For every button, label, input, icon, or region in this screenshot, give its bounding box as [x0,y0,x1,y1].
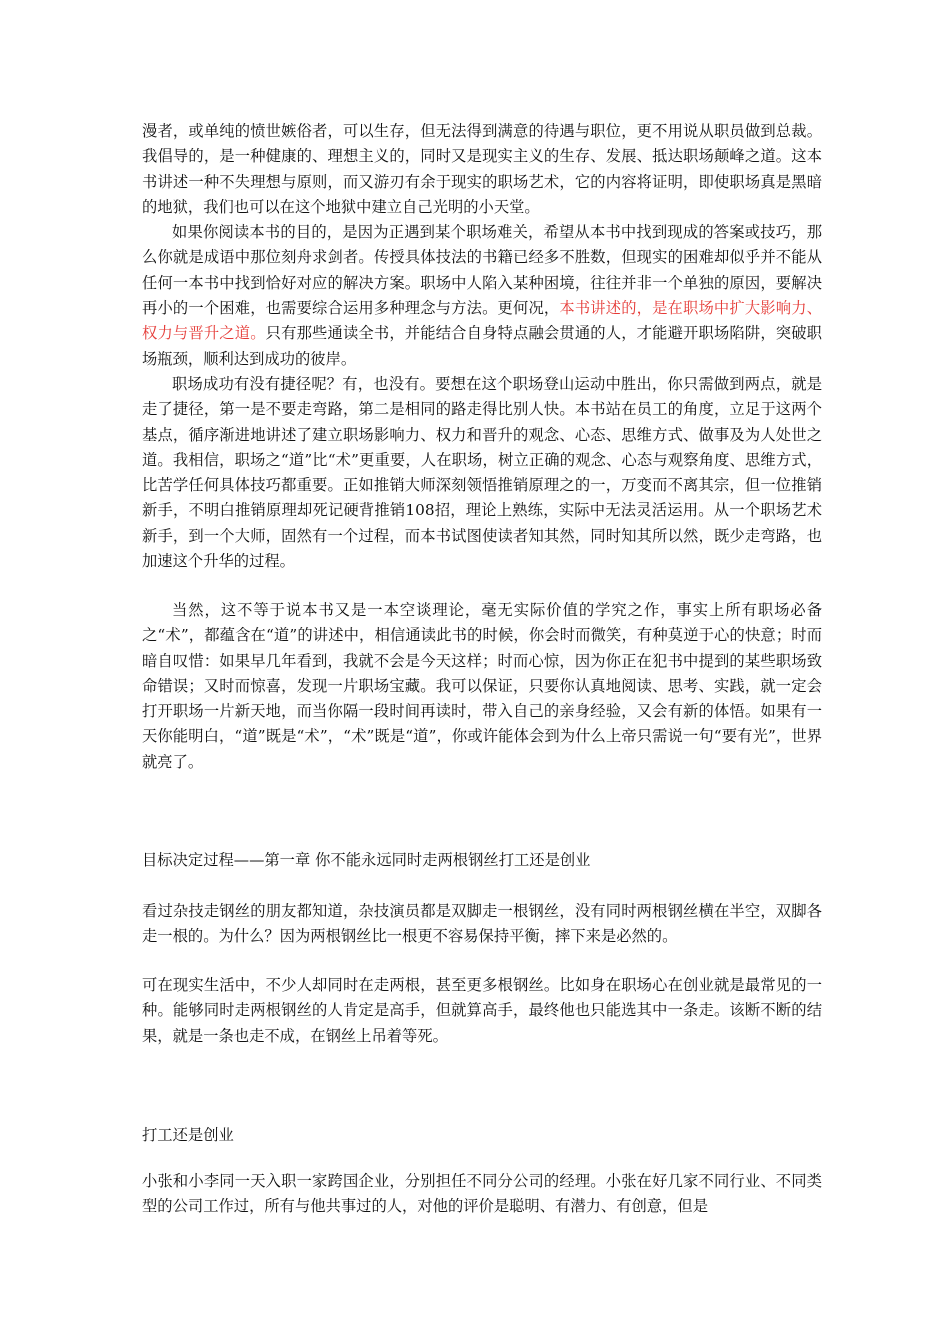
chapter-paragraph-1-block [142,899,822,950]
intro-paragraph-3: 职场成功有没有捷径呢？有，也没有。要想在这个职场登山运动中胜出，你只需做到两点，就是走了捷径，第一是不要走弯路，第二是相同的路走得比别人快。本书站在员工的角度，立足于这两个基点，循序渐进地讲述了建立职场影响力、权力和晋升的观念、心态、思维方式、做事及为人处世之道。我相信，职场之“道”比“术”更重要，人在职场，树立正确的观念、心态与观察角度、思维方式，比苦学任何具体技巧都重要。正如推销大师深刻领悟推销原理之的一，万变而不离其宗，但一位推销新手，不明白推销原理却死记硬背推销108招，理论上熟练，实际中无法灵活运用。从一个职场艺术新手，到一个大师，固然有一个过程，而本书试图使读者知其然，同时知其所以然，既少走弯路，也加速这个升华的过程。 [142,374,822,571]
intro-paragraph-2 [142,220,822,372]
section-paragraph-1: 小张和小李同一天入职一家跨国企业，分别担任不同分公司的经理。小张在好几家不同行业、不同类型的公司工作过，所有与他共事过的人，对他的评价是聪明、有潜力、有创意，但是 [142,1172,822,1216]
intro-paragraph-1: 漫者，或单纯的愤世嫉俗者，可以生存，但无法得到满意的待遇与职位，更不用说从职员做到总裁。我倡导的，是一种健康的、理想主义的，同时又是现实主义的生存、发展、抵达职场颠峰之道。这本书讲述一种不失理想与原则，而又游刃有余于现实的职场艺术，它的内容将证明，即使职场真是黑暗的地狱，我们也可以在这个地狱中建立自己光明的小天堂。 [142,122,822,216]
intro-section [142,119,822,574]
chapter-title: 目标决定过程——第一章 你不能永远同时走两根钢丝打工还是创业 [142,851,591,869]
chapter-paragraph-2: 可在现实生活中，不少人却同时在走两根，甚至更多根钢丝。比如身在职场心在创业就是最常见的一种。能够同时走两根钢丝的人肯定是高手，但就算高手，最终他也只能选其中一条走。该断不断的结果，就是一条也走不成，在钢丝上吊着等死。 [142,976,822,1045]
intro-paragraph-4: 当然，这不等于说本书又是一本空谈理论，毫无实际价值的学究之作，事实上所有职场必备之“术”，都蕴含在“道”的讲述中，相信通读此书的时候，你会时而微笑，有种莫逆于心的快意；时而暗自叹惜：如果早几年看到，我就不会是今天这样；时而心惊，因为你正在犯书中提到的某些职场致命错误；又时而惊喜，发现一片职场宝藏。我可以保证，只要你认真地阅读、思考、实践，就一定会打开职场一片新天地，而当你隔一段时间再读时，带入自己的亲身经验，又会有新的体悟。如果有一天你能明白，“道”既是“术”，“术”既是“道”，你或许能体会到为什么上帝只需说一句“要有光”，世界就亮了。 [142,601,822,771]
intro-paragraph-2-text-a: 如果你阅读本书的目的，是因为正遇到某个职场难关，希望从本书中找到现成的答案或技巧，那么你就是成语中那位刻舟求剑者。传授具体技法的书籍已经多不胜数，但现实的困难却似乎并不能从任何一本书中找到恰好对应的解决方案。职场中人陷入某种困境，往往并非一个单独的原因，要解决再小的一个困难，也需要综合运用多种理念与方法。更何况， [142,223,822,318]
chapter-title-block [142,848,822,873]
highlighted-sentence: 本书讲述的，是在职场中扩大影响力、权力与晋升之道。 [142,299,822,343]
section-paragraph-block [142,1169,822,1220]
chapter-paragraph-1: 看过杂技走钢丝的朋友都知道，杂技演员都是双脚走一根钢丝，没有同时两根钢丝横在半空，双脚各走一根的。为什么？因为两根钢丝比一根更不容易保持平衡，摔下来是必然的。 [142,902,822,946]
section-title: 打工还是创业 [142,1126,234,1144]
chapter-paragraph-2-block [142,973,822,1049]
intro-paragraph-2-text-b: 只有那些通读全书，并能结合自身特点融会贯通的人，才能避开职场陷阱，突破职场瓶颈，顺利达到成功的彼岸。 [142,324,822,368]
intro-closing [142,598,822,775]
section-title-block [142,1123,822,1148]
